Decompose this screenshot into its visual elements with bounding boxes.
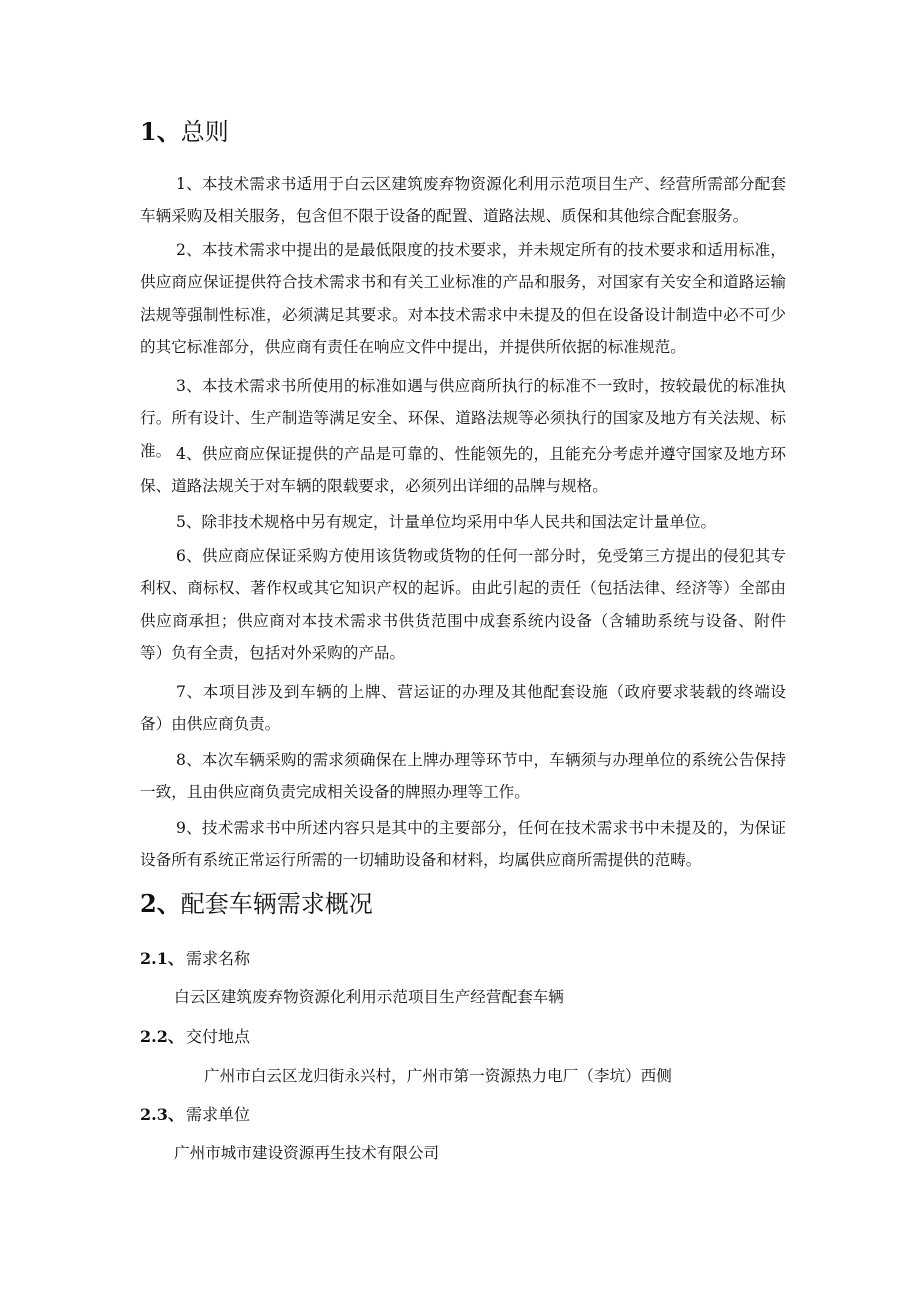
section-1-heading: [140, 112, 229, 147]
subsection-2-1-value: 白云区建筑废弃物资源化利用示范项目生产经营配套车辆: [174, 988, 564, 1006]
section-1-paragraph-9: 9、技术需求书中所述内容只是其中的主要部分，任何在技术需求书中未提及的，为保证设备所有系统正常运行所需的一切辅助设备和材料，均属供应商所需提供的范畴。: [140, 819, 786, 870]
section-1-paragraph-4: 4、供应商应保证提供的产品是可靠的、性能领先的，且能充分考虑并遵守国家及地方环保、道路法规关于对车辆的限载要求，必须列出详细的品牌与规格。: [140, 445, 786, 496]
section-1-paragraph-6: 6、供应商应保证采购方使用该货物或货物的任何一部分时，免受第三方提出的侵犯其专利权、商标权、著作权或其它知识产权的起诉。由此引起的责任（包括法律、经济等）全部由供应商承担；供应商对本技术需求书供货范围中成套系统内设备（含辅助系统与设备、附件等）负有全责，包括对外采购的产品。: [140, 547, 786, 662]
subsection-2-2-heading: [140, 1024, 250, 1047]
section-2-number: 2、: [140, 889, 181, 918]
section-1-number: 1、: [140, 117, 181, 146]
section-1-paragraph-1: 1、本技术需求书适用于白云区建筑废弃物资源化利用示范项目生产、经营所需部分配套车辆采购及相关服务，包含但不限于设备的配置、道路法规、质保和其他综合配套服务。: [140, 175, 786, 226]
section-1-paragraph-8: 8、本次车辆采购的需求须确保在上牌办理等环节中，车辆须与办理单位的系统公告保持一致，且由供应商负责完成相关设备的牌照办理等工作。: [140, 751, 786, 802]
section-1-paragraph-3: 3、本技术需求书所使用的标准如遇与供应商所执行的标准不一致时，按较最优的标准执行。所有设计、生产制造等满足安全、环保、道路法规等必须执行的国家及地方有关法规、标准。: [140, 377, 786, 460]
subsection-2-1-number: 2.1、: [140, 949, 184, 968]
section-1-paragraph-7: 7、本项目涉及到车辆的上牌、营运证的办理及其他配套设施（政府要求装载的终端设备）由供应商负责。: [140, 683, 786, 734]
subsection-2-3-number: 2.3、: [140, 1105, 184, 1124]
section-1-title: 总则: [180, 118, 229, 146]
section-1-paragraph-5: 5、除非技术规格中另有规定，计量单位均采用中华人民共和国法定计量单位。: [176, 513, 717, 531]
section-1-paragraph-2: 2、本技术需求中提出的是最低限度的技术要求，并未规定所有的技术要求和适用标准，供应商应保证提供符合技术需求书和有关工业标准的产品和服务，对国家有关安全和道路运输法规等强制性标准，必须满足其要求。对本技术需求中未提及的但在设备设计制造中必不可少的其它标准部分，供应商有责任在响应文件中提出，并提供所依据的标准规范。: [140, 241, 786, 356]
subsection-2-3-label: 需求单位: [186, 1105, 251, 1124]
subsection-2-2-number: 2.2、: [140, 1027, 184, 1046]
subsection-2-2-value: 广州市白云区龙归街永兴村，广州市第一资源热力电厂（李坑）西侧: [204, 1067, 672, 1085]
subsection-2-1-label: 需求名称: [186, 949, 251, 968]
subsection-2-2-label: 交付地点: [186, 1027, 251, 1046]
subsection-2-3-value: 广州市城市建设资源再生技术有限公司: [174, 1144, 440, 1162]
subsection-2-3-heading: [140, 1102, 250, 1125]
subsection-2-1-heading: [140, 946, 250, 969]
section-2-title: 配套车辆需求概况: [180, 890, 373, 918]
section-2-heading: [140, 884, 373, 919]
